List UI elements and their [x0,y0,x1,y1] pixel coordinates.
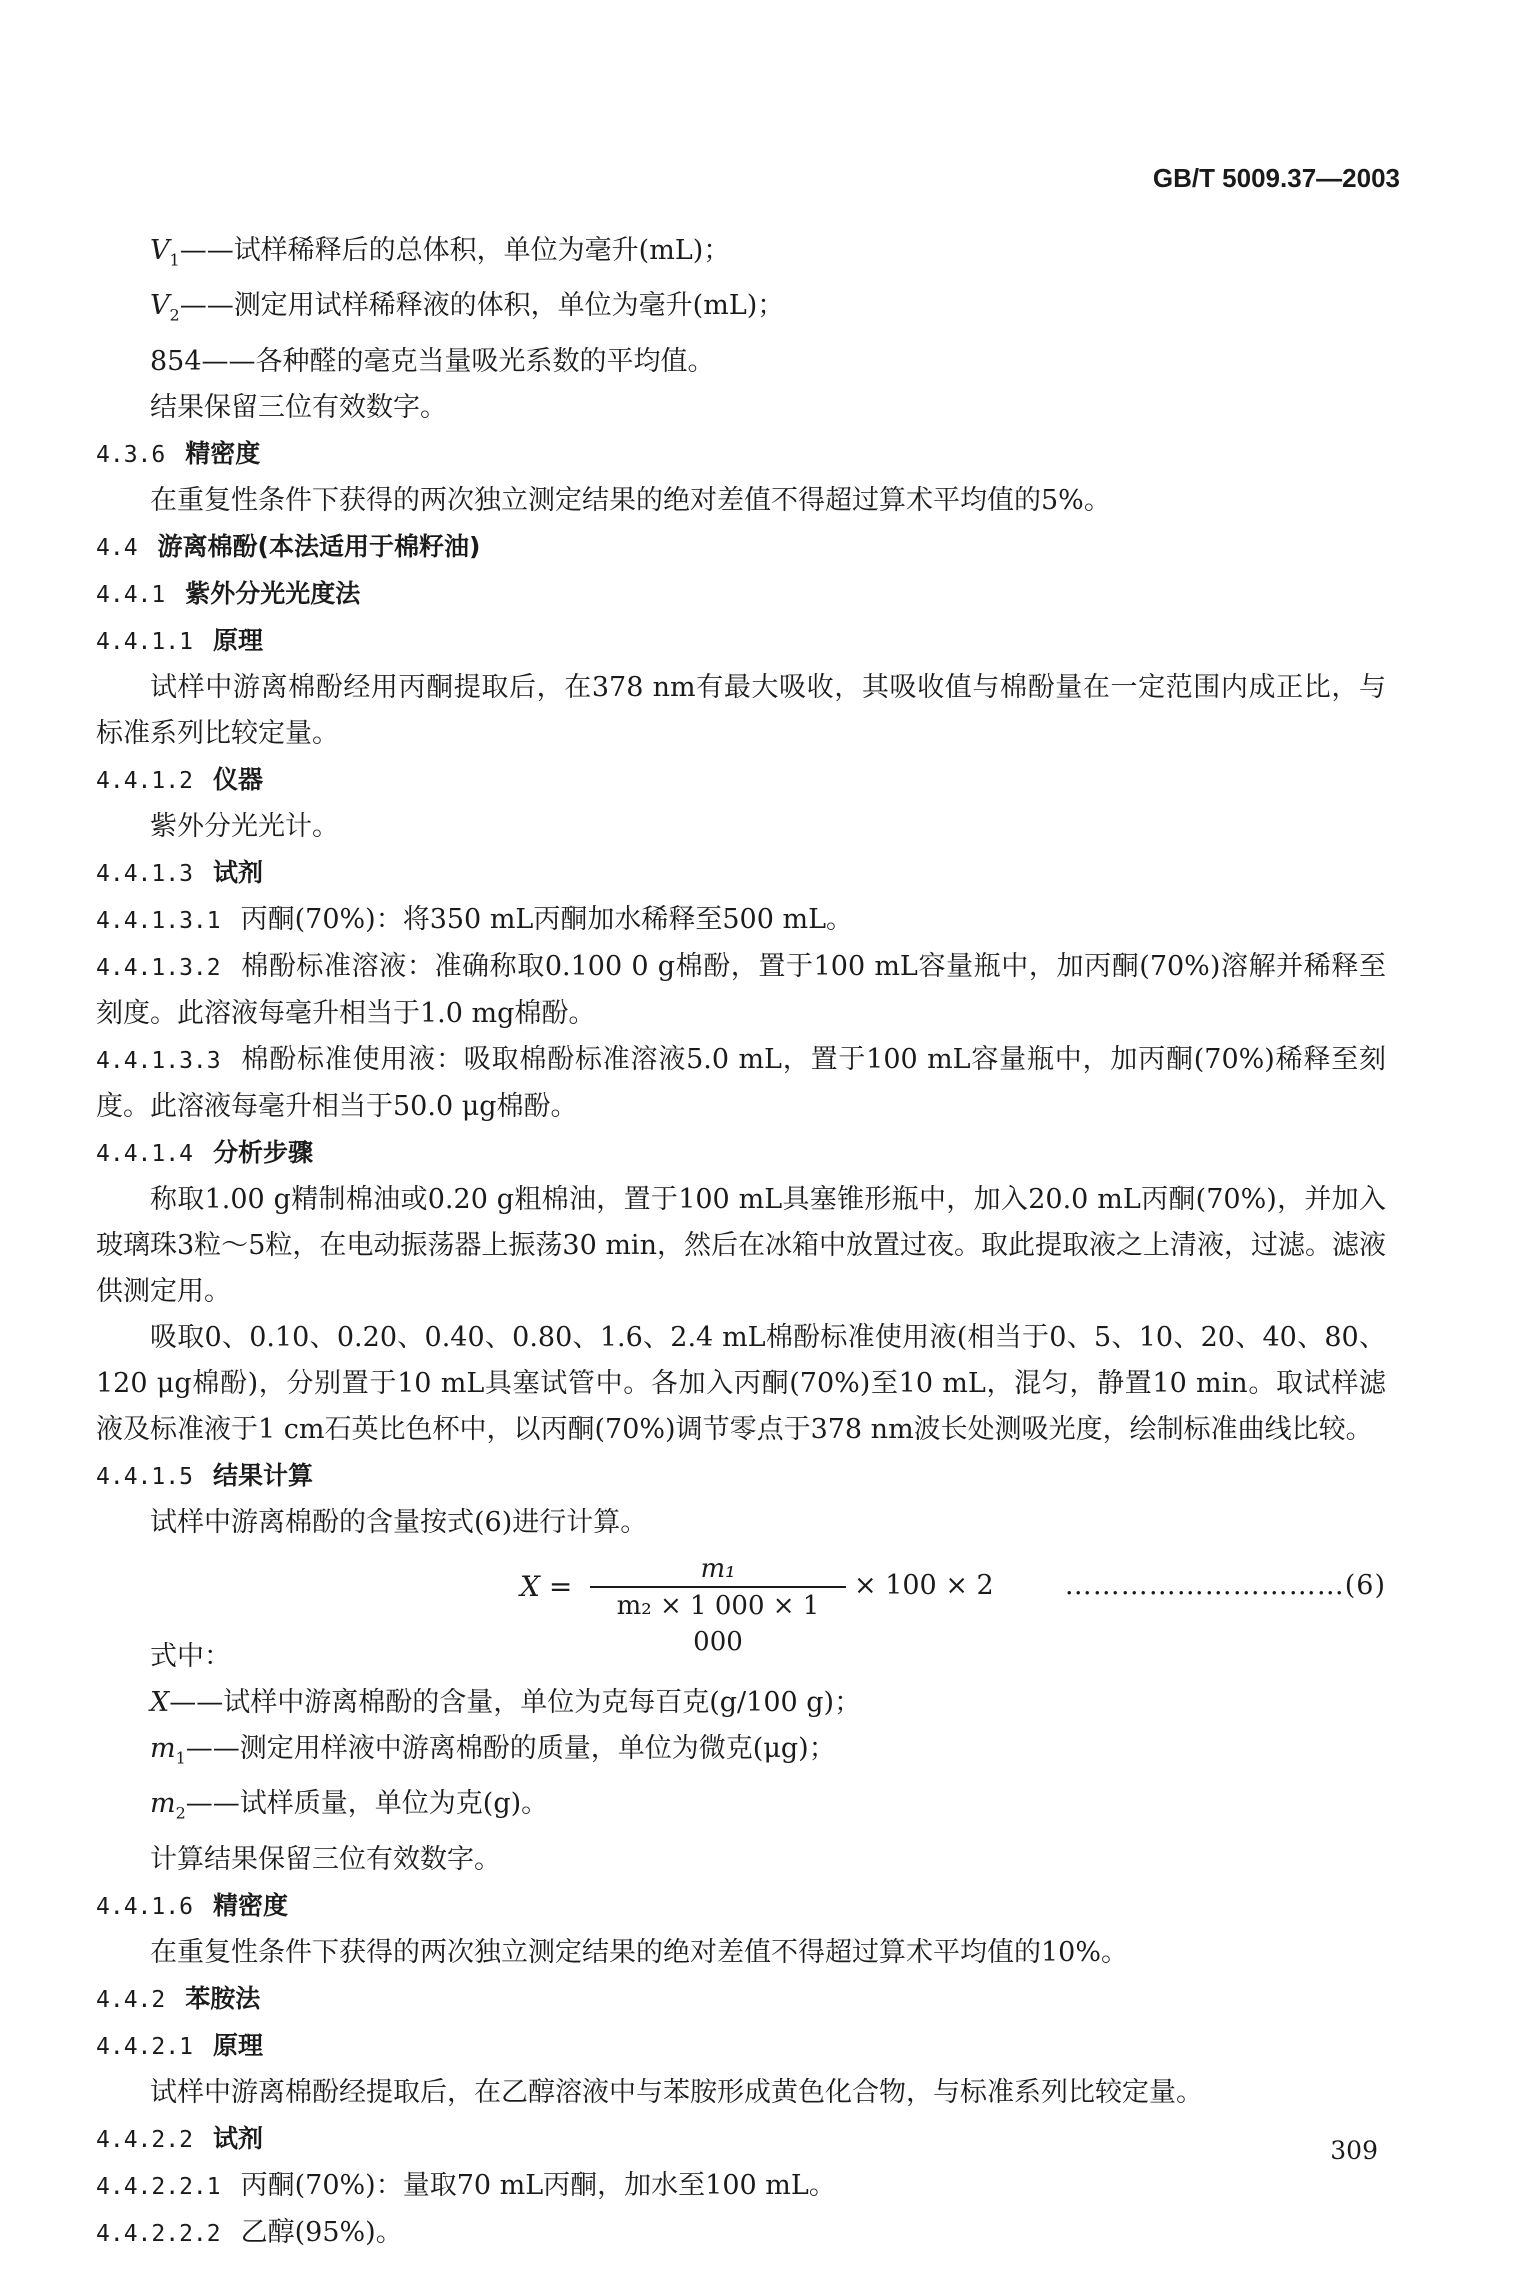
definition-text: ——试样中游离棉酚的含量，单位为克每百克(g/100 g)； [169,1686,862,1718]
subscript: 2 [169,305,180,325]
section-heading [96,1976,1386,2023]
formula-numerator: m₁ [700,1553,736,1584]
section-title: 紫外分光光度法 [185,578,361,608]
section-heading [96,1130,1386,1177]
subscript: 1 [169,250,180,270]
definition-854: 854——各种醛的毫克当量吸光系数的平均值。 [150,345,715,377]
reagent-item [96,1037,1386,1130]
section-title: 精密度 [185,438,261,468]
where-label: 式中： [150,1640,231,1672]
section-heading [96,431,1386,478]
section-heading [96,2116,1386,2163]
section-title: 苯胺法 [185,1983,261,2013]
section-number: 4.4.1 [96,581,166,608]
section-number: 4.4.1.1 [96,628,193,655]
item-number: 4.4.1.3.1 [96,907,221,934]
paragraph: 紫外分光光计。 [150,810,339,842]
section-number: 4.4.2 [96,1986,166,2013]
paragraph: 称取1.00 g精制棉油或0.20 g粗棉油，置于100 mL具塞锥形瓶中，加入20.0 mL丙酮(70%)，并加入玻璃珠3粒～5粒，在电动振荡器上振荡30 min，然后在冰箱中放置过夜。取此提取液之上清液，过滤。滤液供测定用。 [96,1183,1386,1307]
section-title: 仪器 [212,764,263,794]
section-number: 4.3.6 [96,441,166,468]
section-title: 精密度 [212,1890,288,1920]
section-number: 4.4.2.1 [96,2033,193,2060]
significant-figures-note: 计算结果保留三位有效数字。 [150,1843,501,1875]
section-title: 游离棉酚(本法适用于棉籽油) [157,531,481,561]
definition-text: ——试样稀释后的总体积，单位为毫升(mL)； [179,235,731,266]
section-heading [96,2023,1386,2070]
paragraph: 在重复性条件下获得的两次独立测定结果的绝对差值不得超过算术平均值的5%。 [150,484,1111,516]
section-heading [96,757,1386,804]
item-text: 乙醇(95%)。 [240,2216,403,2248]
paragraph: 吸取0、0.10、0.20、0.40、0.80、1.6、2.4 mL棉酚标准使用液(相当于0、5、10、20、40、80、120 μg棉酚)，分别置于10 mL具塞试管中。各加入丙酮(70%)至10 mL，混匀，静置10 min。取试样滤液及标准液于1 cm石英比色杯中，以丙酮(70%)调节零点于378 nm波长处测吸光度，绘制标准曲线比较。 [96,1321,1386,1445]
section-heading [96,618,1386,665]
definition-m2 [96,1781,1386,1836]
item-text: 丙酮(70%)：将350 mL丙酮加水稀释至500 mL。 [240,903,854,935]
item-number: 4.4.2.2.1 [96,2173,221,2200]
section-heading [96,850,1386,897]
definition-x [96,1680,1386,1726]
section-title: 试剂 [212,2123,263,2153]
section-number: 4.4.1.4 [96,1140,193,1167]
item-number: 4.4.1.3.3 [96,1047,221,1074]
formula-lhs: X = [520,1569,573,1603]
definition-text: ——试样质量，单位为克(g)。 [185,1788,549,1820]
section-number: 4.4.1.6 [96,1893,193,1920]
document-body [96,228,1386,2257]
symbol-definitions [96,1680,1386,1837]
page-number: 309 [1330,2136,1378,2165]
section-title: 分析步骤 [212,1137,313,1167]
subscript: 2 [175,1803,186,1823]
item-text: 棉酚标准溶液：准确称取0.100 0 g棉酚，置于100 mL容量瓶中，加丙酮(70%)溶解并稀释至刻度。此溶液每毫升相当于1.0 mg棉酚。 [96,950,1386,1029]
section-heading [96,571,1386,618]
formula-tail: × 100 × 2 [854,1569,994,1601]
symbol: m [150,1788,176,1820]
paragraph: 试样中游离棉酚经提取后，在乙醇溶液中与苯胺形成黄色化合物，与标准系列比较定量。 [150,2076,1203,2108]
symbol: V [150,290,170,322]
paragraph: 试样中游离棉酚的含量按式(6)进行计算。 [150,1506,648,1538]
subscript: 1 [175,1748,186,1768]
definition-v2 [96,283,1386,338]
definition-text: ——测定用样液中游离棉酚的质量，单位为微克(μg)； [185,1732,836,1764]
reagent-item [96,2210,1386,2257]
section-number: 4.4 [96,534,138,561]
item-text: 丙酮(70%)：量取70 mL丙酮，加水至100 mL。 [240,2169,836,2201]
definition-v1 [96,228,1386,283]
item-number: 4.4.2.2.2 [96,2220,221,2247]
paragraph: 在重复性条件下获得的两次独立测定结果的绝对差值不得超过算术平均值的10%。 [150,1936,1129,1968]
section-title: 试剂 [212,857,263,887]
section-number: 4.4.1.2 [96,767,193,794]
section-heading [96,524,1386,571]
section-title: 结果计算 [212,1460,313,1490]
item-text: 棉酚标准使用液：吸取棉酚标准溶液5.0 mL，置于100 mL容量瓶中，加丙酮(70%)稀释至刻度。此溶液每毫升相当于50.0 μg棉酚。 [96,1043,1386,1122]
reagent-item [96,944,1386,1037]
definition-text: ——测定用试样稀释液的体积，单位为毫升(mL)； [179,290,785,322]
significant-figures-note: 结果保留三位有效数字。 [150,391,447,423]
formula-fraction [590,1552,846,1660]
reagent-item [96,897,1386,944]
section-number: 4.4.2.2 [96,2126,193,2153]
reagent-item [96,2163,1386,2210]
symbol: m [150,1732,176,1764]
paragraph: 试样中游离棉酚经用丙酮提取后，在378 nm有最大吸收，其吸收值与棉酚量在一定范围内成正比，与标准系列比较定量。 [96,671,1386,749]
equation-label: …………………………(6) [1064,1569,1386,1601]
formula-denominator: m₂ × 1 000 × 1 000 [616,1590,820,1657]
symbol: X [150,1686,170,1718]
section-number: 4.4.1.5 [96,1463,193,1490]
definition-m1 [96,1726,1386,1781]
section-heading [96,1453,1386,1500]
section-title: 原理 [212,625,263,655]
item-number: 4.4.1.3.2 [96,954,221,981]
standard-code: GB/T 5009.37—2003 [1152,163,1400,193]
section-number: 4.4.1.3 [96,860,193,887]
symbol: V [150,235,170,266]
section-heading [96,1883,1386,1930]
section-title: 原理 [212,2030,263,2060]
